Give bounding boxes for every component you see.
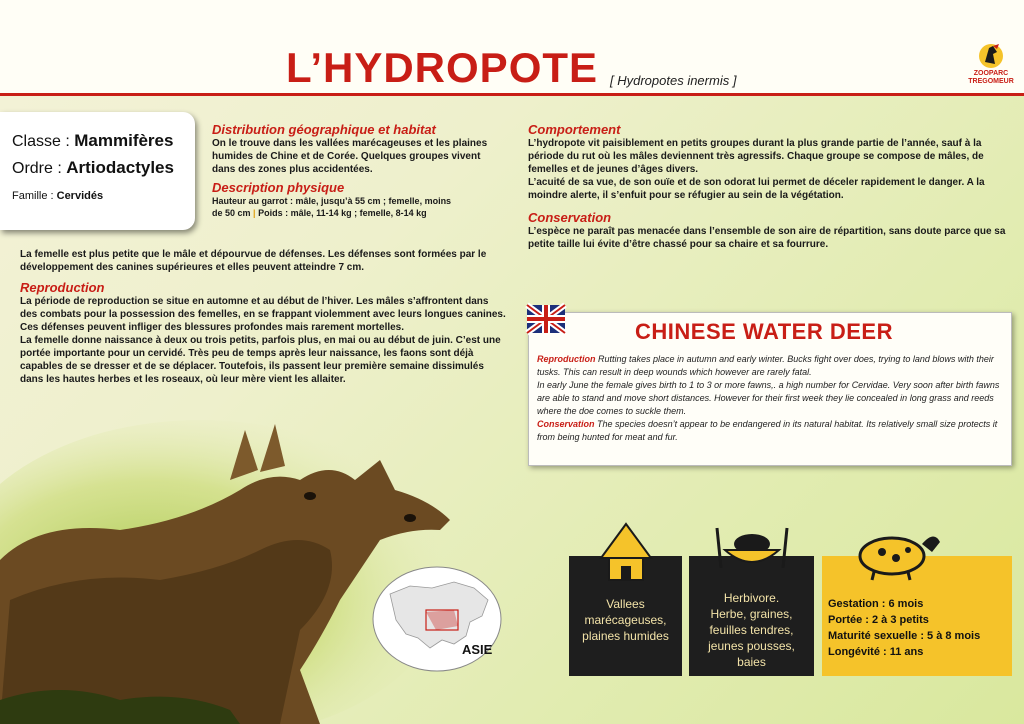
ordre-value: Artiodactyles: [66, 158, 174, 177]
diet-line-5: baies: [737, 655, 766, 669]
stat-gestation: Gestation : 6 mois: [828, 598, 924, 610]
diet-line-3: feuilles tendres,: [709, 623, 794, 637]
map-label: ASIE: [462, 642, 493, 657]
distribution-heading: Distribution géographique et habitat: [212, 122, 436, 137]
english-repro-text-2b: Cervidae: [851, 380, 888, 390]
english-body: [537, 353, 1003, 444]
comportement-text: [528, 137, 1012, 202]
logo-line2: TREGOMEUR: [968, 78, 1014, 85]
stats-text: [828, 596, 980, 660]
scientific-name: [ Hydropotes inermis ]: [610, 73, 737, 88]
conservation-text: L’espèce ne paraît pas menacée dans l’ensemble de son aire de répartition, sans doute parce que sa petite taille lui évite d’être chassé pour sa chaire et sa fourrure.: [528, 226, 1006, 250]
uk-flag-icon: [525, 301, 567, 339]
habitat-text: [573, 596, 678, 644]
diet-text: [693, 590, 810, 670]
logo-line1: ZOOPARC: [973, 70, 1009, 77]
hut-icon: [597, 522, 655, 586]
page-title: L’HYDROPOTE: [286, 44, 599, 91]
english-repro-text-1: Rutting takes place in autumn and early winter. Bucks fight over does, trying to land blows with their tusks. This can result in deep wounds which however are rarely fatal.: [537, 354, 994, 377]
description-heading: Description physique: [212, 180, 345, 195]
stat-longevite: Longévité : 11 ans: [828, 646, 924, 658]
comportement-para-1: L’hydropote vit paisiblement en petits groupes durant la plus grande partie de l’année, sauf à la période du rut où les mâles deviennent très agressifs. Chaque groupe se compose de mâles, de femelles et de jeunes d’âges divers.: [528, 138, 984, 175]
deer-pattern-icon: [852, 522, 944, 582]
conservation-heading: Conservation: [528, 210, 612, 225]
english-repro-text-2a: In early June the female gives birth to 1 to 3 or more fawns,. a high number for: [537, 380, 850, 390]
diet-line-4: jeunes pousses,: [708, 639, 795, 653]
habitat-line-1: Vallees: [606, 597, 645, 611]
stats-card: [822, 556, 1012, 676]
description-measure-2b: Poids : mâle, 11-14 kg ; femelle, 8-14 kg: [258, 208, 427, 218]
reproduction-text: [20, 295, 506, 386]
ordre-row: [12, 155, 195, 182]
english-repro-text-2c: . Very soon after birth fawns are able to stand and move short distances. However for their first week they lie concealed in long grass and reeds where the doe comes to suckle them.: [537, 380, 1000, 416]
famille-row: [12, 186, 195, 206]
english-cons-label: Conservation: [537, 419, 595, 429]
habitat-line-2: marécageuses,: [584, 613, 667, 627]
habitat-line-3: plaines humides: [582, 629, 669, 643]
description-measure-2a: de 50 cm: [212, 208, 251, 218]
stat-maturite: Maturité sexuelle : 5 à 8 mois: [828, 630, 981, 642]
english-cons-text: The species doesn’t appear to be endangered in its natural habitat. Its relatively small size protects it from being hunted for meat and fur.: [537, 419, 998, 442]
reproduction-heading: Reproduction: [20, 280, 105, 295]
reproduction-para-2: La femelle donne naissance à deux ou trois petits, parfois plus, en mai ou au début de juin. C’est une portée importante pour un cervidé. Très peu de temps après leur naissance, les faons sont déjà capables de se dresser et de se déplacer. Toutefois, ils passent leur première semaine dissimulés dans les hautes herbes et les roseaux, où leur mère vient les allaiter.: [20, 335, 501, 385]
ordre-label: Ordre :: [12, 160, 62, 177]
comportement-para-2: L’acuité de sa vue, de son ouïe et de son odorat lui permet de déceler rapidement le danger. A la moindre alerte, il s’enfuit pour se réfugier au sein de la végétation.: [528, 177, 985, 201]
stat-portee: Portée : 2 à 3 petits: [828, 614, 929, 626]
description-reproduction-section: [20, 248, 506, 386]
asia-map: [370, 564, 504, 674]
habitat-card: [569, 556, 682, 676]
famille-label: Famille :: [12, 190, 54, 202]
english-summary-card: [528, 312, 1012, 466]
comportement-heading: Comportement: [528, 122, 621, 137]
description-measure-2: [212, 207, 506, 219]
food-bowl-icon: [711, 522, 793, 572]
reproduction-para-1: La période de reproduction se situe en automne et au début de l’hiver. Les mâles s’affrontent dans des combats pour la possession des femelles, en se frappant violemment avec leurs longues canines. Ces défenses peuvent infliger des blessures profondes mais rarement mortelles.: [20, 296, 506, 333]
description-measure-1: Hauteur au garrot : mâle, jusqu’à 55 cm ; femelle, moins: [212, 196, 452, 206]
english-title: CHINESE WATER DEER: [635, 319, 893, 344]
diet-card: [689, 556, 814, 676]
english-repro-label: Reproduction: [537, 354, 596, 364]
description-separator: |: [253, 208, 256, 218]
description-text: La femelle est plus petite que le mâle et dépourvue de défenses. Les défenses sont formées par le développement des canines supérieures et elles peuvent atteindre 7 cm.: [20, 249, 487, 273]
water-deer-photo: [0, 400, 470, 724]
logo-bird-icon: [977, 40, 1005, 70]
diet-line-1: Herbivore.: [723, 591, 780, 605]
classe-value: Mammifères: [74, 131, 174, 150]
famille-value: Cervidés: [56, 190, 104, 202]
distribution-section: [212, 122, 506, 219]
classe-label: Classe :: [12, 133, 70, 150]
behaviour-section: [528, 122, 1012, 251]
zooparc-logo: [966, 40, 1016, 94]
classe-row: [12, 128, 195, 155]
classification-card: [0, 112, 195, 230]
distribution-text: On le trouve dans les vallées marécageuses et les plaines humides de Chine et de Corée. Quelques groupes vivent dans des zones plus accidentées.: [212, 138, 488, 175]
diet-line-2: Herbe, graines,: [710, 607, 793, 621]
